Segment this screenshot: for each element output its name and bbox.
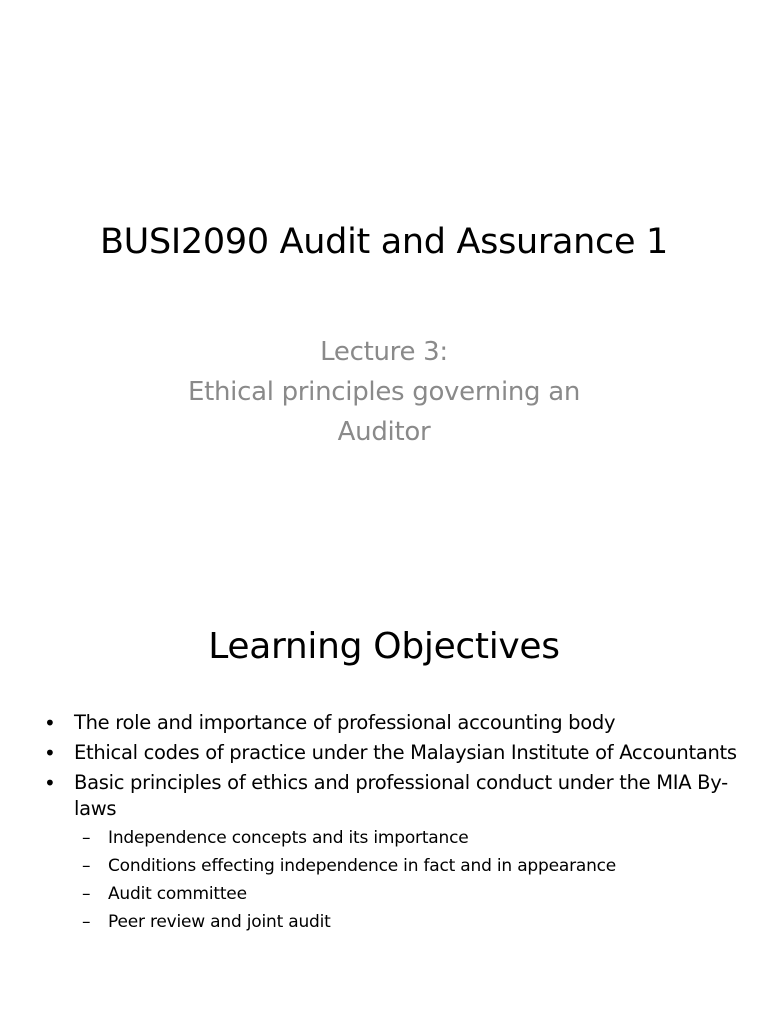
- dash-marker: –: [82, 912, 91, 932]
- objective-item: [46, 740, 746, 766]
- dash-marker: –: [82, 884, 91, 904]
- sub-objective-text: Conditions effecting independence in fact and in appearance: [108, 856, 617, 876]
- bullet-marker: •: [44, 741, 56, 765]
- objectives-title: Learning Objectives: [208, 626, 560, 667]
- objective-item: [46, 770, 746, 936]
- subtitle-line: Auditor: [337, 417, 431, 447]
- sub-objective-item: [82, 852, 746, 880]
- dash-marker: –: [82, 828, 91, 848]
- objective-item: [46, 710, 746, 736]
- subtitle-line: Ethical principles governing an: [187, 377, 581, 407]
- lecture-subtitle: [0, 332, 768, 452]
- sub-objective-item: [82, 880, 746, 908]
- course-title: BUSI2090 Audit and Assurance 1: [99, 222, 669, 262]
- sub-objective-item: [82, 908, 746, 936]
- bullet-marker: •: [44, 771, 56, 795]
- subtitle-line: Lecture 3:: [320, 337, 448, 367]
- sub-objective-text: Audit committee: [108, 884, 247, 904]
- sub-objective-text: Independence concepts and its importance: [108, 828, 469, 848]
- objective-text: Ethical codes of practice under the Malaysian Institute of Accountants: [74, 741, 737, 764]
- objectives-slide: [0, 512, 768, 1024]
- objective-sub-list: [82, 824, 746, 936]
- objective-text: Basic principles of ethics and professional conduct under the MIA By-laws: [74, 771, 728, 820]
- objectives-list: [46, 710, 746, 940]
- objective-text: The role and importance of professional accounting body: [74, 711, 616, 734]
- sub-objective-text: Peer review and joint audit: [108, 912, 331, 932]
- sub-objective-item: [82, 824, 746, 852]
- dash-marker: –: [82, 856, 91, 876]
- bullet-marker: •: [44, 711, 56, 735]
